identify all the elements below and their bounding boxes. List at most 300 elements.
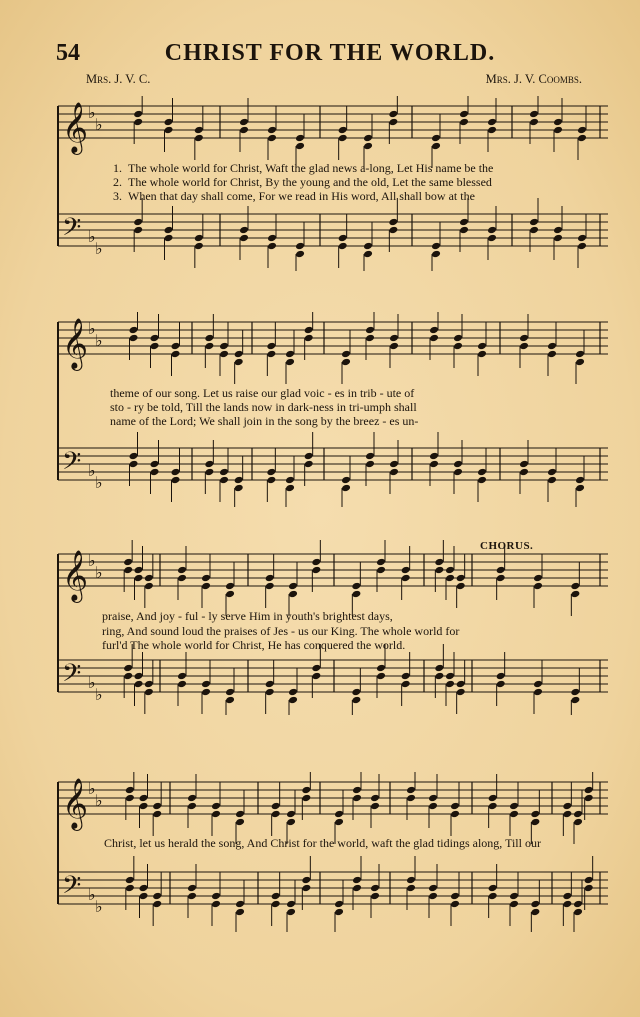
note-head xyxy=(577,134,587,143)
note-head xyxy=(477,342,487,351)
note-head xyxy=(445,680,455,689)
note-head xyxy=(201,680,211,689)
note-head xyxy=(194,126,204,135)
note-head xyxy=(477,468,487,477)
note-head xyxy=(519,334,529,343)
note-head xyxy=(304,334,314,343)
note-head xyxy=(265,680,275,689)
note-head xyxy=(286,908,296,917)
note-head xyxy=(338,126,348,135)
lyric-line: Christ, let us herald the song, And Christ for the world, waft the glad tidings along, Till our xyxy=(104,836,541,850)
note-head xyxy=(225,688,235,697)
note-head xyxy=(562,892,572,901)
note-head xyxy=(187,892,197,901)
note-head xyxy=(295,134,305,143)
note-head xyxy=(341,350,351,359)
chorus-label: CHORUS. xyxy=(480,540,534,552)
note-head xyxy=(584,884,594,893)
note-head xyxy=(311,566,321,575)
note-head xyxy=(338,134,348,143)
note-head xyxy=(445,574,455,583)
note-head xyxy=(164,226,174,235)
note-head xyxy=(266,476,276,485)
note-head xyxy=(363,142,373,151)
note-head xyxy=(288,590,298,599)
note-head xyxy=(456,688,466,697)
note-head xyxy=(533,574,543,583)
note-head xyxy=(219,350,229,359)
note-head xyxy=(428,794,438,803)
note-head xyxy=(562,900,572,909)
note-head xyxy=(204,342,214,351)
note-head xyxy=(234,350,244,359)
note-head xyxy=(488,892,498,901)
note-head xyxy=(177,680,187,689)
music-system-2 xyxy=(52,312,612,507)
note-head xyxy=(219,476,229,485)
note-head xyxy=(530,900,540,909)
note-head xyxy=(406,786,416,795)
note-head xyxy=(295,242,305,251)
note-head xyxy=(338,234,348,243)
note-head xyxy=(334,908,344,917)
note-head xyxy=(406,876,416,885)
note-head xyxy=(152,892,162,901)
note-head xyxy=(133,226,143,235)
note-head xyxy=(370,892,380,901)
note-head xyxy=(265,574,275,583)
note-head xyxy=(266,350,276,359)
note-head xyxy=(171,350,181,359)
note-head xyxy=(584,786,594,795)
note-head xyxy=(488,802,498,811)
note-head xyxy=(334,818,344,827)
note-head xyxy=(401,680,411,689)
note-head xyxy=(265,688,275,697)
note-head xyxy=(301,786,311,795)
note-head xyxy=(271,892,281,901)
note-head xyxy=(547,350,557,359)
note-head xyxy=(533,680,543,689)
note-head xyxy=(376,672,386,681)
note-head xyxy=(570,590,580,599)
note-head xyxy=(487,126,497,135)
note-head xyxy=(577,234,587,243)
note-head xyxy=(570,696,580,705)
page-number: 54 xyxy=(56,40,80,66)
note-head xyxy=(376,664,386,673)
note-head xyxy=(434,566,444,575)
note-head xyxy=(134,680,144,689)
note-head xyxy=(271,810,281,819)
note-head xyxy=(129,334,139,343)
bass-clef-icon: 𝄢 xyxy=(62,871,82,906)
key-flat-icon: ♭ xyxy=(95,115,103,134)
note-head xyxy=(365,452,375,461)
note-head xyxy=(123,566,133,575)
note-head xyxy=(288,696,298,705)
key-flat-icon: ♭ xyxy=(95,897,103,916)
note-head xyxy=(341,476,351,485)
note-head xyxy=(187,884,197,893)
note-head xyxy=(553,118,563,127)
note-head xyxy=(575,476,585,485)
note-head xyxy=(204,468,214,477)
note-head xyxy=(401,566,411,575)
note-head xyxy=(129,326,139,335)
bass-clef-icon: 𝄢 xyxy=(62,447,82,482)
note-head xyxy=(311,664,321,673)
note-head xyxy=(584,876,594,885)
note-head xyxy=(547,342,557,351)
note-head xyxy=(529,226,539,235)
note-head xyxy=(295,250,305,259)
key-flat-icon: ♭ xyxy=(88,673,96,692)
note-head xyxy=(164,118,174,127)
note-head xyxy=(211,802,221,811)
note-head xyxy=(519,342,529,351)
note-head xyxy=(286,810,296,819)
note-head xyxy=(429,334,439,343)
key-flat-icon: ♭ xyxy=(88,885,96,904)
note-head xyxy=(445,566,455,575)
lyric-line: ring, And sound loud the praises of Jes - us our King. The whole world for xyxy=(102,624,460,638)
note-head xyxy=(456,574,466,583)
note-head xyxy=(376,558,386,567)
music-system-3 xyxy=(52,540,612,715)
note-head xyxy=(445,672,455,681)
note-head xyxy=(509,810,519,819)
note-head xyxy=(453,468,463,477)
note-head xyxy=(352,794,362,803)
note-head xyxy=(388,110,398,119)
lyric-line: 2. The whole world for Christ, By the young and the old, Let the same blessed xyxy=(113,175,492,189)
note-head xyxy=(450,892,460,901)
note-head xyxy=(177,672,187,681)
note-head xyxy=(352,786,362,795)
note-head xyxy=(577,242,587,251)
key-flat-icon: ♭ xyxy=(95,239,103,258)
note-head xyxy=(429,460,439,469)
note-head xyxy=(459,118,469,127)
lyric-line: 1. The whole world for Christ, Waft the glad news a-long, Let His name be the xyxy=(113,161,494,175)
note-head xyxy=(456,680,466,689)
note-head xyxy=(533,688,543,697)
note-head xyxy=(133,118,143,127)
lyric-line: name of the Lord; We shall join in the song by the breez - es un- xyxy=(110,414,419,428)
note-head xyxy=(428,892,438,901)
note-head xyxy=(488,794,498,803)
note-head xyxy=(267,134,277,143)
note-head xyxy=(365,334,375,343)
note-head xyxy=(575,484,585,493)
note-head xyxy=(573,900,583,909)
note-head xyxy=(341,358,351,367)
note-head xyxy=(139,892,149,901)
note-head xyxy=(370,802,380,811)
note-head xyxy=(225,696,235,705)
note-head xyxy=(456,582,466,591)
lyric-line: theme of our song. Let us raise our glad voic - es in trib - ute of xyxy=(110,386,415,400)
note-head xyxy=(187,802,197,811)
note-head xyxy=(533,582,543,591)
note-head xyxy=(334,900,344,909)
note-head xyxy=(152,802,162,811)
note-head xyxy=(267,242,277,251)
treble-clef-icon: 𝄞 xyxy=(62,550,89,601)
note-head xyxy=(509,802,519,811)
note-head xyxy=(547,468,557,477)
music-system-4 xyxy=(52,772,612,932)
note-head xyxy=(171,476,181,485)
key-flat-icon: ♭ xyxy=(88,227,96,246)
treble-clef-icon: 𝄞 xyxy=(62,318,89,369)
note-head xyxy=(194,242,204,251)
note-head xyxy=(370,794,380,803)
note-head xyxy=(301,794,311,803)
note-head xyxy=(459,110,469,119)
note-head xyxy=(370,884,380,893)
note-head xyxy=(431,250,441,259)
note-head xyxy=(177,574,187,583)
note-head xyxy=(304,460,314,469)
treble-clef-icon: 𝄞 xyxy=(62,778,89,829)
treble-clef-icon: 𝄞 xyxy=(62,102,89,153)
note-head xyxy=(271,900,281,909)
note-head xyxy=(164,234,174,243)
note-head xyxy=(388,218,398,227)
lyric-line: 3. When that day shall come, For we read in His word, All shall bow at the xyxy=(113,189,475,203)
note-head xyxy=(211,900,221,909)
note-head xyxy=(150,342,160,351)
note-head xyxy=(334,810,344,819)
note-head xyxy=(171,468,181,477)
note-head xyxy=(376,566,386,575)
note-head xyxy=(123,672,133,681)
note-head xyxy=(573,810,583,819)
note-head xyxy=(144,582,154,591)
note-head xyxy=(139,802,149,811)
note-head xyxy=(352,884,362,893)
note-head xyxy=(431,134,441,143)
bass-clef-icon: 𝄢 xyxy=(62,213,82,248)
note-head xyxy=(530,818,540,827)
hymn-title: CHRIST FOR THE WORLD. xyxy=(164,40,496,66)
note-head xyxy=(562,810,572,819)
note-head xyxy=(389,342,399,351)
note-head xyxy=(459,218,469,227)
note-head xyxy=(477,476,487,485)
note-head xyxy=(573,818,583,827)
note-head xyxy=(134,566,144,575)
composer-credit: Mrs. J. V. Coombs. xyxy=(485,72,582,86)
note-head xyxy=(519,460,529,469)
note-head xyxy=(267,234,277,243)
note-head xyxy=(311,672,321,681)
note-head xyxy=(152,900,162,909)
note-head xyxy=(351,696,361,705)
note-head xyxy=(235,908,245,917)
note-head xyxy=(123,664,133,673)
bass-clef-icon: 𝄢 xyxy=(62,659,82,694)
note-head xyxy=(341,484,351,493)
note-head xyxy=(295,142,305,151)
note-head xyxy=(562,802,572,811)
note-head xyxy=(285,358,295,367)
note-head xyxy=(389,460,399,469)
note-head xyxy=(286,900,296,909)
note-head xyxy=(304,326,314,335)
note-head xyxy=(388,226,398,235)
note-head xyxy=(570,688,580,697)
note-head xyxy=(431,242,441,251)
key-flat-icon: ♭ xyxy=(95,563,103,582)
note-head xyxy=(496,680,506,689)
note-head xyxy=(553,226,563,235)
lyric-line: praise, And joy - ful - ly serve Him in youth's brightest days, xyxy=(102,609,393,623)
note-head xyxy=(547,476,557,485)
note-head xyxy=(265,582,275,591)
lyric-line: sto - ry be told, Till the lands now in dark-ness in tri-umph shall xyxy=(110,400,417,414)
note-head xyxy=(144,688,154,697)
note-head xyxy=(211,810,221,819)
note-head xyxy=(134,574,144,583)
note-head xyxy=(389,468,399,477)
note-head xyxy=(201,582,211,591)
note-head xyxy=(406,794,416,803)
note-head xyxy=(288,688,298,697)
note-head xyxy=(129,452,139,461)
note-head xyxy=(288,582,298,591)
note-head xyxy=(125,884,135,893)
note-head xyxy=(453,334,463,343)
note-head xyxy=(450,810,460,819)
key-flat-icon: ♭ xyxy=(95,473,103,492)
note-head xyxy=(351,688,361,697)
note-head xyxy=(225,582,235,591)
note-head xyxy=(434,672,444,681)
note-head xyxy=(134,672,144,681)
note-head xyxy=(577,126,587,135)
note-head xyxy=(211,892,221,901)
note-head xyxy=(575,350,585,359)
note-head xyxy=(235,818,245,827)
note-head xyxy=(363,134,373,143)
note-head xyxy=(363,242,373,251)
note-head xyxy=(144,574,154,583)
note-head xyxy=(234,476,244,485)
note-head xyxy=(301,884,311,893)
note-head xyxy=(553,126,563,135)
note-head xyxy=(351,582,361,591)
note-head xyxy=(401,672,411,681)
note-head xyxy=(304,452,314,461)
note-head xyxy=(139,884,149,893)
note-head xyxy=(225,590,235,599)
note-head xyxy=(575,358,585,367)
note-head xyxy=(139,794,149,803)
note-head xyxy=(496,672,506,681)
key-flat-icon: ♭ xyxy=(88,319,96,338)
key-flat-icon: ♭ xyxy=(88,103,96,122)
note-head xyxy=(487,118,497,127)
note-head xyxy=(450,802,460,811)
note-head xyxy=(450,900,460,909)
note-head xyxy=(187,794,197,803)
note-head xyxy=(133,218,143,227)
key-flat-icon: ♭ xyxy=(88,779,96,798)
note-head xyxy=(234,358,244,367)
note-head xyxy=(459,226,469,235)
key-flat-icon: ♭ xyxy=(95,791,103,810)
note-head xyxy=(239,234,249,243)
note-head xyxy=(530,810,540,819)
note-head xyxy=(201,688,211,697)
key-flat-icon: ♭ xyxy=(95,685,103,704)
note-head xyxy=(123,558,133,567)
note-head xyxy=(267,126,277,135)
note-head xyxy=(177,566,187,575)
note-head xyxy=(271,802,281,811)
key-flat-icon: ♭ xyxy=(88,551,96,570)
note-head xyxy=(129,460,139,469)
note-head xyxy=(570,582,580,591)
note-head xyxy=(201,574,211,583)
note-head xyxy=(553,234,563,243)
note-head xyxy=(509,892,519,901)
note-head xyxy=(235,900,245,909)
note-head xyxy=(352,876,362,885)
note-head xyxy=(144,680,154,689)
note-head xyxy=(434,558,444,567)
note-head xyxy=(496,566,506,575)
note-head xyxy=(266,342,276,351)
note-head xyxy=(487,226,497,235)
note-head xyxy=(239,226,249,235)
note-head xyxy=(239,118,249,127)
note-head xyxy=(584,794,594,803)
note-head xyxy=(204,460,214,469)
note-head xyxy=(431,142,441,151)
note-head xyxy=(171,342,181,351)
note-head xyxy=(125,786,135,795)
note-head xyxy=(133,110,143,119)
note-head xyxy=(365,326,375,335)
note-head xyxy=(519,468,529,477)
note-head xyxy=(234,484,244,493)
note-head xyxy=(338,242,348,251)
note-head xyxy=(219,342,229,351)
note-head xyxy=(406,884,416,893)
lyricist-credit: Mrs. J. V. C. xyxy=(86,72,151,86)
note-head xyxy=(453,342,463,351)
note-head xyxy=(204,334,214,343)
note-head xyxy=(434,664,444,673)
note-head xyxy=(428,884,438,893)
note-head xyxy=(150,334,160,343)
staff-notation xyxy=(52,772,612,932)
note-head xyxy=(194,134,204,143)
note-head xyxy=(388,118,398,127)
note-head xyxy=(194,234,204,243)
note-head xyxy=(311,558,321,567)
note-head xyxy=(487,234,497,243)
note-head xyxy=(266,468,276,477)
key-flat-icon: ♭ xyxy=(95,331,103,350)
note-head xyxy=(529,118,539,127)
note-head xyxy=(365,460,375,469)
note-head xyxy=(401,574,411,583)
